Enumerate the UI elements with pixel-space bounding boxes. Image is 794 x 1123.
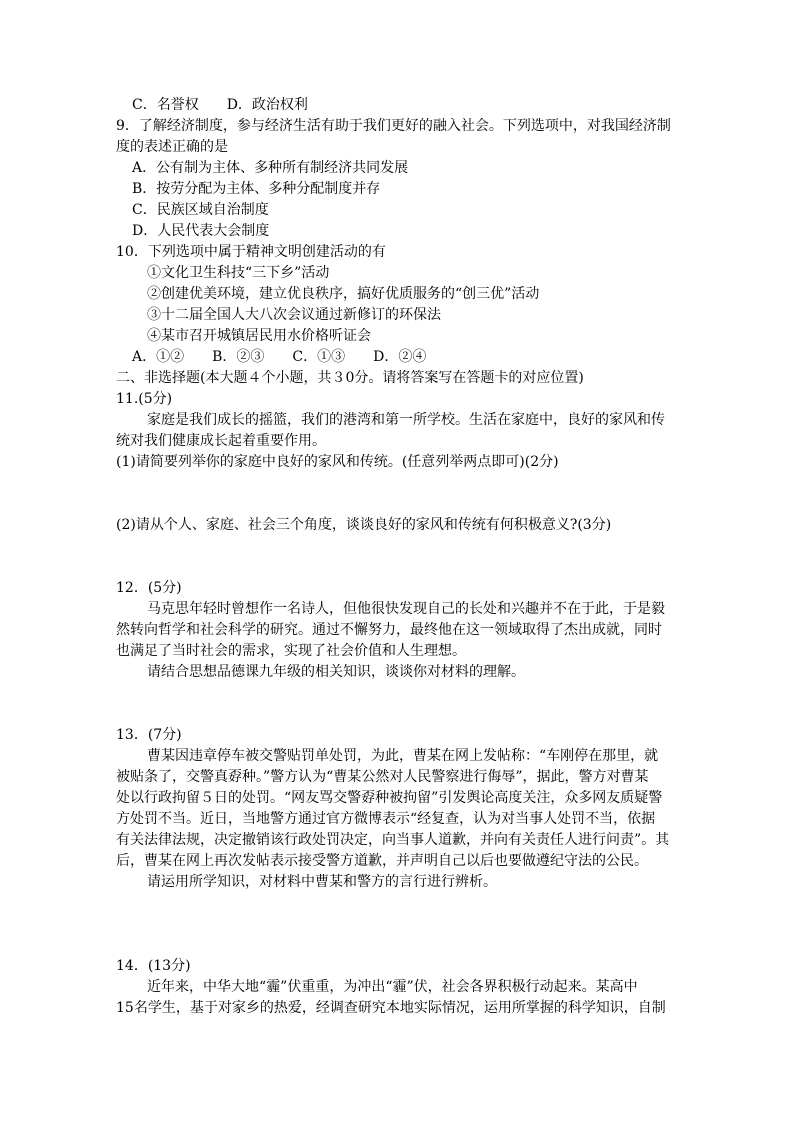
q11-paragraph-line-1: 家庭是我们成长的摇篮，我们的港湾和第一所学校。生活在家庭中，良好的家风和传 — [147, 412, 665, 428]
q12-header: 12．(5分) — [116, 580, 182, 596]
q14-paragraph-line-2: 15名学生，基于对家乡的热爱，经调查研究本地实际情况，运用所掌握的科学知识，自制 — [116, 1000, 666, 1016]
q13-paragraph-line-3: 处以行政拘留５日的处罚。“网友骂交警孬种被拘留”引发舆论高度关注，众多网友质疑警 — [116, 790, 663, 806]
q8-options-cd: C．名誉权 D．政治权利 — [132, 97, 308, 113]
q11-header: 11.(5分) — [116, 391, 173, 407]
q11-paragraph-line-2: 统对我们健康成长起着重要作用。 — [116, 433, 326, 449]
q12-prompt: 请结合思想品德课九年级的相关知识，谈谈你对材料的理解。 — [147, 664, 525, 680]
q13-paragraph-line-1: 曹某因违章停车被交警贴罚单处罚，为此，曹某在网上发帖称：“车刚停在那里，就 — [147, 748, 659, 764]
q13-paragraph-line-4: 方处罚不当。近日，当地警方通过官方微博表示“经复查，认为对当事人处罚不当，依据 — [116, 811, 656, 827]
q9-option-c: C．民族区域自治制度 — [132, 202, 269, 218]
q10-item-1: ①文化卫生科技“三下乡”活动 — [147, 265, 330, 281]
q13-paragraph-line-5: 有关法律法规，决定撤销该行政处罚决定，向当事人道歉，并向有关责任人进行问责”。其 — [116, 832, 670, 848]
q14-paragraph-line-1: 近年来，中华大地“霾”伏重重，为冲出“霾”伏，社会各界积极行动起来。某高中 — [147, 979, 638, 995]
q12-paragraph-line-1: 马克思年轻时曾想作一名诗人，但他很快发现自己的长处和兴趣并不在于此，于是毅 — [147, 601, 665, 617]
section-2-heading: 二、非选择题(本大题４个小题，共３0分。请将答案写在答题卡的对应位置) — [116, 370, 584, 386]
q10-item-4: ④某市召开城镇居民用水价格听证会 — [147, 328, 371, 344]
q10-item-3: ③十二届全国人大八次会议通过新修订的环保法 — [147, 307, 441, 323]
q9-stem-line-1: 9．了解经济制度，参与经济生活有助于我们更好的融入社会。下列选项中，对我国经济制 — [116, 118, 671, 134]
q11-subquestion-1: (1)请简要列举你的家庭中良好的家风和传统。(任意列举两点即可)(2分) — [116, 454, 559, 470]
q9-option-d: D．人民代表大会制度 — [132, 223, 270, 239]
q9-option-b: B．按劳分配为主体、多种分配制度并存 — [132, 181, 381, 197]
q13-paragraph-line-2: 被贴条了，交警真孬种。”警方认为“曹某公然对人民警察进行侮辱”，据此，警方对曹某 — [116, 769, 649, 785]
q9-option-a: A．公有制为主体、多种所有制经济共同发展 — [132, 160, 409, 176]
q13-header: 13．(7分) — [116, 727, 182, 743]
q13-paragraph-line-6: 后，曹某在网上再次发帖表示接受警方道歉，并声明自己以后也要做遵纪守法的公民。 — [116, 853, 648, 869]
q14-header: 14．(13分) — [116, 958, 191, 974]
q9-stem-line-2: 度的表述正确的是 — [116, 139, 228, 155]
q10-options: A．①② B．②③ C．①③ D．②④ — [132, 349, 427, 365]
q13-prompt: 请运用所学知识，对材料中曹某和警方的言行进行辨析。 — [147, 874, 497, 890]
q10-stem: 10．下列选项中属于精神文明创建活动的有 — [116, 244, 386, 260]
q12-paragraph-line-2: 然转向哲学和社会科学的研究。通过不懈努力，最终他在这一领域取得了杰出成就，同时 — [116, 622, 662, 638]
q10-item-2: ②创建优美环境，建立优良秩序，搞好优质服务的“创三优”活动 — [147, 286, 540, 302]
q11-subquestion-2: (2)请从个人、家庭、社会三个角度，谈谈良好的家风和传统有何积极意义?(3分) — [116, 517, 612, 533]
q12-paragraph-line-3: 也满足了当时社会的需求，实现了社会价值和人生理想。 — [116, 643, 466, 659]
